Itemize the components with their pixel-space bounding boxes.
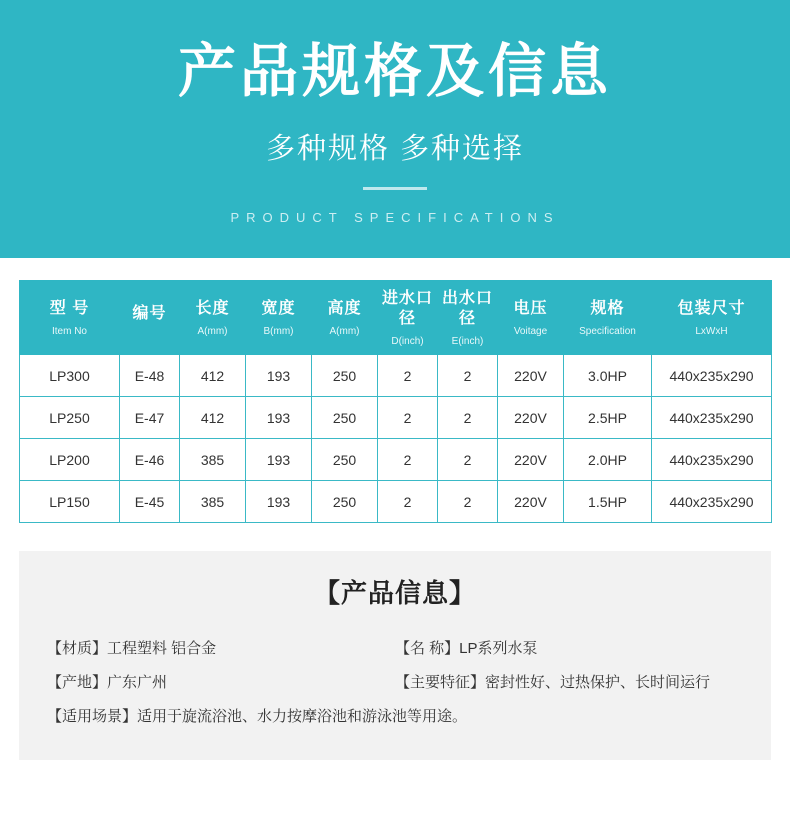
product-info-rows [19,632,771,734]
header-banner [0,0,790,258]
th-height: 高度 A(mm) [312,281,378,355]
product-info-panel [19,551,771,760]
spec-table [19,280,772,523]
cell-outlet: 2 [438,481,498,523]
info-label: 【名 称】 [395,640,460,657]
page-title: 产品规格及信息 [177,39,612,104]
cell-width: 193 [246,355,312,397]
cell-length: 385 [180,439,246,481]
cell-specification: 1.5HP [564,481,652,523]
cell-package-size: 440x235x290 [652,355,772,397]
info-label: 【材质】 [47,640,108,657]
cell-length: 385 [180,481,246,523]
cell-code: E-46 [120,439,180,481]
cell-height: 250 [312,355,378,397]
cell-inlet: 2 [378,439,438,481]
info-label: 【产地】 [47,674,108,691]
info-cell-applications [47,700,743,734]
cell-inlet: 2 [378,355,438,397]
th-code: 编号 [120,281,180,355]
th-specification: 规格 Specification [564,281,652,355]
th-package-size: 包装尺寸 LxWxH [652,281,772,355]
table-row [20,439,772,481]
table-row [20,355,772,397]
th-outlet: 出水口径 E(inch) [438,281,498,355]
cell-length: 412 [180,397,246,439]
info-value: 密封性好、过热保护、长时间运行 [485,674,711,691]
cell-outlet: 2 [438,439,498,481]
info-value: LP系列水泵 [459,640,538,657]
cell-code: E-47 [120,397,180,439]
th-length: 长度 A(mm) [180,281,246,355]
info-label: 【适用场景】 [47,708,138,725]
cell-voltage: 220V [498,355,564,397]
cell-inlet: 2 [378,397,438,439]
info-cell-material [47,632,395,666]
cell-package-size: 440x235x290 [652,397,772,439]
cell-voltage: 220V [498,481,564,523]
table-header-row [20,281,772,355]
cell-model: LP300 [20,355,120,397]
cell-width: 193 [246,439,312,481]
info-cell-features [395,666,743,700]
info-value: 广东广州 [107,674,168,691]
th-width: 宽度 B(mm) [246,281,312,355]
product-info-title: 【产品信息】 [313,578,476,608]
cell-package-size: 440x235x290 [652,439,772,481]
cell-specification: 2.0HP [564,439,652,481]
table-row [20,481,772,523]
divider-rule [363,187,427,190]
page-title-english: PRODUCT SPECIFICATIONS [230,210,560,225]
info-row [47,632,743,666]
spec-table-head [20,281,772,355]
cell-model: LP150 [20,481,120,523]
cell-height: 250 [312,481,378,523]
cell-specification: 3.0HP [564,355,652,397]
info-value: 适用于旋流浴池、水力按摩浴池和游泳池等用途。 [137,708,468,725]
cell-length: 412 [180,355,246,397]
cell-model: LP250 [20,397,120,439]
info-value: 工程塑料 铝合金 [107,640,217,657]
info-row [47,700,743,734]
cell-outlet: 2 [438,355,498,397]
cell-code: E-45 [120,481,180,523]
info-row [47,666,743,700]
cell-voltage: 220V [498,439,564,481]
cell-specification: 2.5HP [564,397,652,439]
cell-model: LP200 [20,439,120,481]
info-cell-name [395,632,743,666]
spec-table-body [20,355,772,523]
cell-package-size: 440x235x290 [652,481,772,523]
th-model: 型 号 Item No [20,281,120,355]
page-subtitle: 多种规格 多种选择 [265,133,525,165]
cell-outlet: 2 [438,397,498,439]
info-cell-origin [47,666,395,700]
spec-table-wrap [0,258,790,523]
cell-code: E-48 [120,355,180,397]
table-row [20,397,772,439]
cell-width: 193 [246,481,312,523]
th-voltage: 电压 Voitage [498,281,564,355]
cell-width: 193 [246,397,312,439]
th-inlet: 进水口径 D(inch) [378,281,438,355]
cell-height: 250 [312,397,378,439]
cell-inlet: 2 [378,481,438,523]
cell-voltage: 220V [498,397,564,439]
cell-height: 250 [312,439,378,481]
info-label: 【主要特征】 [395,674,486,691]
